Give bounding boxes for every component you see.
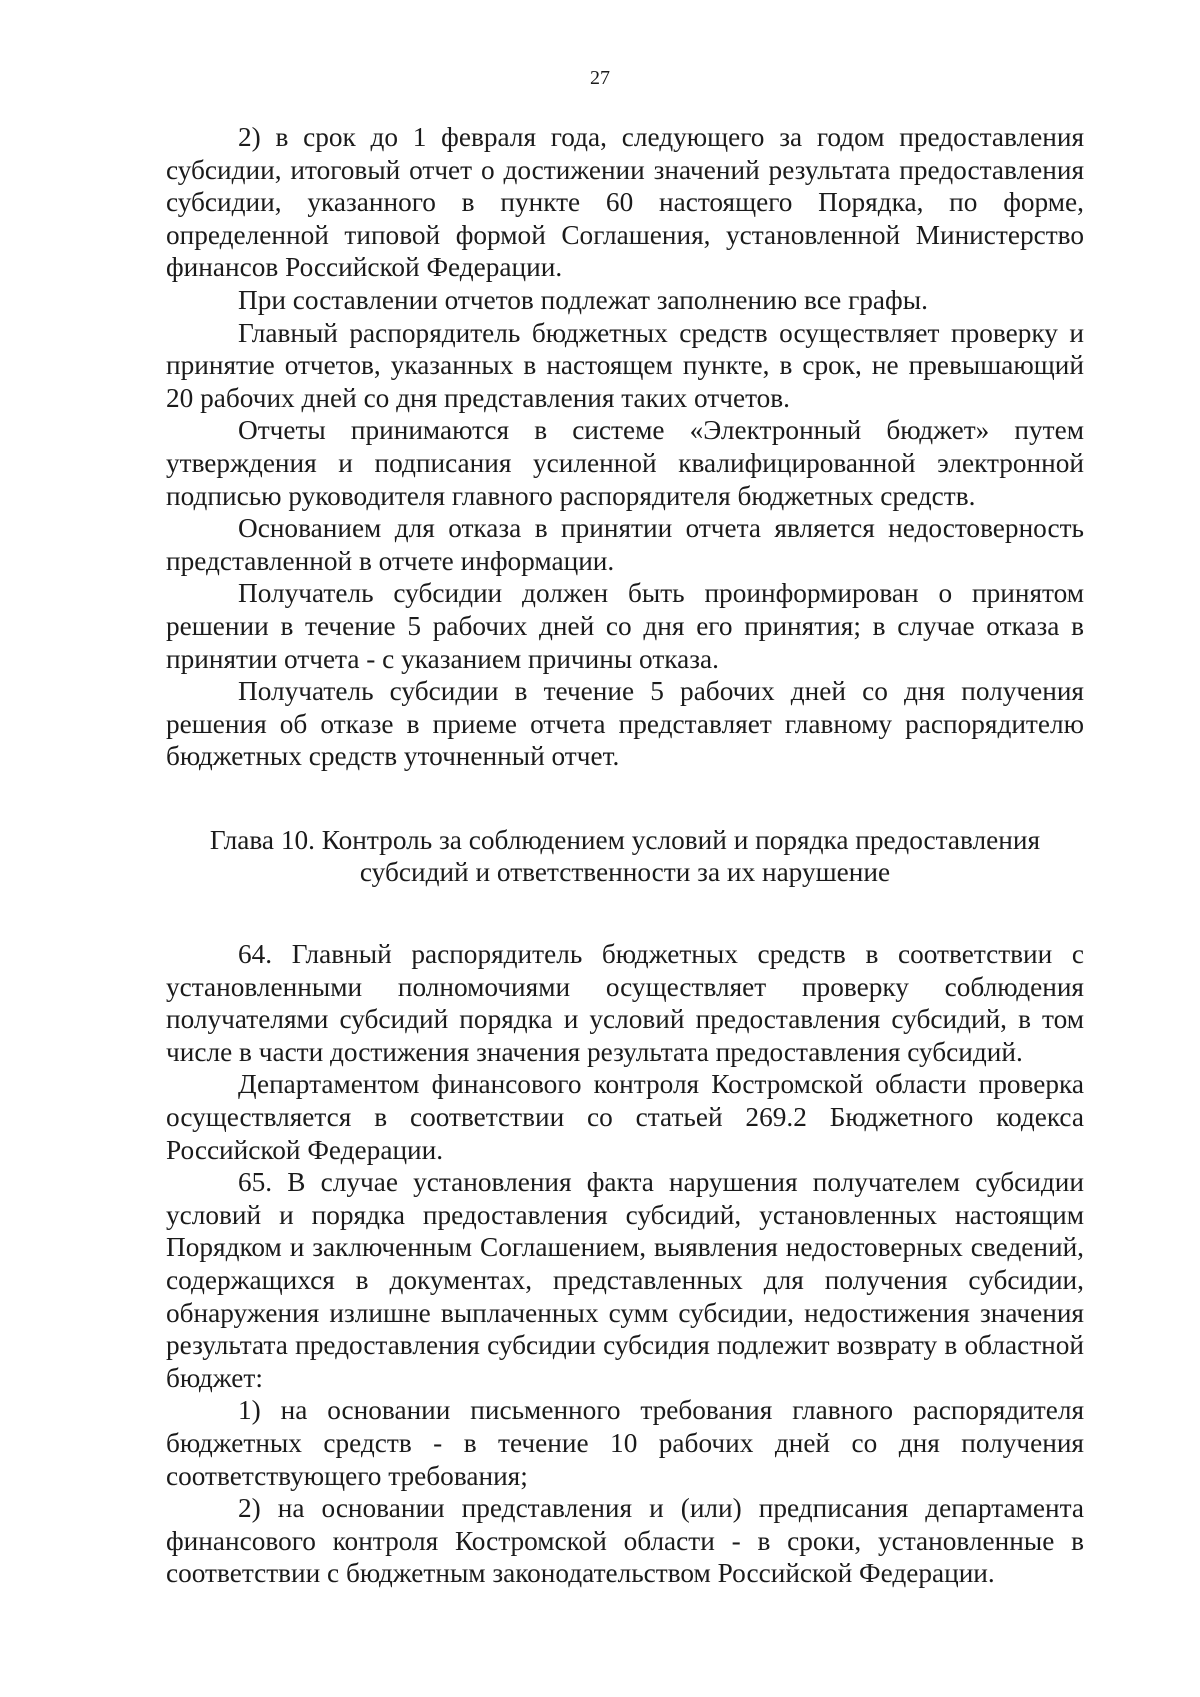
paragraph-report-verification: Главный распорядитель бюджетных средств осуществляет проверку и принятие отчетов, указанных в настоящем пункте, в срок, не превышающий 20 рабочих дней со дня представления таких отчетов. — [166, 317, 1084, 413]
paragraph-refusal-grounds: Основанием для отказа в принятии отчета является недостоверность представленной в отчете информации. — [166, 513, 1084, 576]
paragraph-item-65: 65. В случае установления факта нарушения получателем субсидии условий и порядка предоставления субсидий, установленных настоящим Порядком и заключенным Соглашением, выявления недостоверных сведений, содержащихся в документах, представленных для получения субсидии, обнаружения излишне выплаченных сумм субсидии, недостижения значения результата предоставления субсидии субсидия подлежит возврату в областной бюджет: — [166, 1167, 1084, 1393]
paragraph-return-by-order: 2) на основании представления и (или) предписания департамента финансового контроля Костромской области - в сроки, установленные в соответствии с бюджетным законодательством Российской Федерации. — [166, 1493, 1084, 1589]
page-number: 27 — [590, 67, 610, 89]
paragraph-financial-control: Департаментом финансового контроля Костромской области проверка осуществляется в соответствии со статьей 269.2 Бюджетного кодекса Российской Федерации. — [166, 1069, 1084, 1165]
chapter-heading-line-1: Глава 10. Контроль за соблюдением условий и порядка предоставления — [209, 824, 1041, 855]
paragraph-corrected-report: Получатель субсидии в течение 5 рабочих дней со дня получения решения об отказе в приеме отчета представляет главному распорядителю бюджетных средств уточненный отчет. — [166, 676, 1084, 772]
paragraph-item-64: 64. Главный распорядитель бюджетных средств в соответствии с установленными полномочиями осуществляет проверку соблюдения получателями субсидий порядка и условий предоставления субсидий, в том числе в части достижения значения результата предоставления субсидий. — [166, 939, 1084, 1067]
paragraph-report-deadline: 2) в срок до 1 февраля года, следующего за годом предоставления субсидии, итоговый отчет о достижении значений результата предоставления субсидии, указанного в пункте 60 настоящего Порядка, по форме, определенной типовой формой Соглашения, установленной Министерство финансов Российской Федерации. — [166, 122, 1084, 283]
paragraph-electronic-budget: Отчеты принимаются в системе «Электронный бюджет» путем утверждения и подписания усиленной квалифицированной электронной подписью руководителя главного распорядителя бюджетных средств. — [166, 415, 1084, 511]
document-body — [166, 121, 1084, 1590]
chapter-heading — [166, 824, 1084, 889]
chapter-heading-line-2: субсидий и ответственности за их нарушение — [359, 857, 891, 888]
paragraph-recipient-notification: Получатель субсидии должен быть проинформирован о принятом решении в течение 5 рабочих дней со дня его принятия; в случае отказа в принятии отчета - с указанием причины отказа. — [166, 578, 1084, 674]
paragraph-return-by-request: 1) на основании письменного требования главного распорядителя бюджетных средств - в течение 10 рабочих дней со дня получения соответствующего требования; — [166, 1395, 1084, 1491]
paragraph-report-columns: При составлении отчетов подлежат заполнению все графы. — [238, 284, 928, 315]
